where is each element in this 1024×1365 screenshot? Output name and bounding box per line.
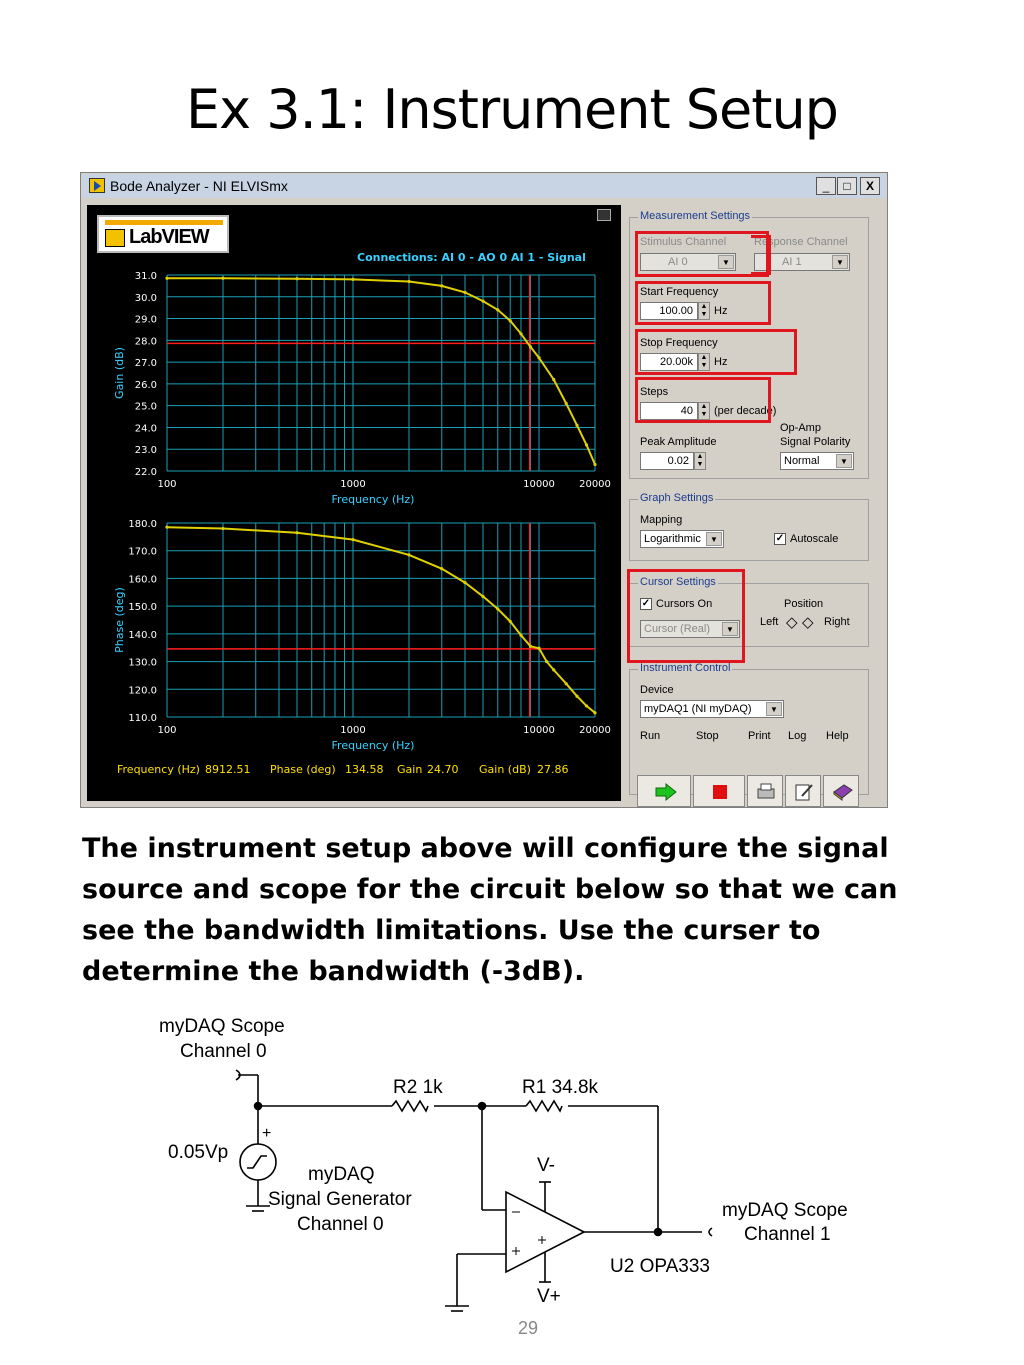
data-point [529, 645, 532, 648]
phase-plot[interactable] [87, 513, 621, 753]
graph-settings-group [629, 492, 869, 561]
data-point [509, 319, 512, 322]
data-point [565, 402, 568, 405]
readout-frequency-label: Frequency (Hz) [117, 763, 200, 776]
response-channel-label: Response Channel [754, 236, 848, 248]
measurement-settings-title: Measurement Settings [640, 210, 751, 222]
highlight-stop-frequency [635, 329, 797, 375]
start-frequency-field[interactable]: 100.00 [640, 302, 698, 320]
chevron-down-icon: ▼ [766, 702, 782, 716]
y-tick-label: 170.0 [128, 546, 157, 558]
run-label: Run [640, 730, 661, 742]
chevron-down-icon: ▼ [722, 622, 738, 636]
y-axis-label: Phase (deg) [113, 587, 126, 653]
start-frequency-unit: Hz [714, 305, 728, 317]
mapping-label: Mapping [640, 514, 683, 526]
cursors-on-checkbox[interactable]: ✓ [641, 598, 651, 609]
steps-field[interactable]: 40 [640, 402, 698, 420]
x-axis-label: Frequency (Hz) [331, 739, 415, 752]
body-paragraph: The instrument setup above will configure the signal source and scope for the circuit below so that we can see the bandwidth limitations. Use the curser to determine the bandwidth (-3dB). [82, 833, 898, 987]
stop-frequency-spinner[interactable]: ▲ ▼ [698, 353, 710, 371]
data-point [593, 463, 596, 466]
slide-title: Ex 3.1: Instrument Setup [186, 78, 838, 141]
generator-label-line1: myDAQ [308, 1164, 375, 1185]
autoscale-label: Autoscale [790, 533, 839, 545]
window-title: Bode Analyzer - NI ELVISmx [110, 178, 288, 194]
printer-icon [748, 776, 784, 808]
peak-amplitude-spinner[interactable]: ▲ ▼ [694, 452, 706, 470]
data-point [585, 443, 588, 446]
print-button[interactable] [747, 775, 783, 807]
cursor-select[interactable]: Cursor (Real) ▼ [640, 620, 740, 638]
start-frequency-label: Start Frequency [640, 286, 719, 298]
highlight-response-edge [751, 235, 771, 275]
labview-logo: LabVIEW [97, 215, 229, 253]
data-point [165, 277, 168, 280]
signal-polarity-label: Signal Polarity [780, 436, 851, 448]
readout-gain-value: 24.70 [427, 763, 459, 776]
data-point [221, 527, 224, 530]
y-tick-label: 22.0 [134, 467, 157, 478]
window-titlebar[interactable] [82, 174, 886, 198]
y-tick-label: 28.0 [134, 336, 157, 348]
minimize-button[interactable]: _ [816, 177, 836, 195]
bode-analyzer-window [80, 172, 888, 808]
instrument-control-title: Instrument Control [640, 662, 731, 674]
opamp-label: Op-Amp [780, 422, 821, 434]
stop-frequency-unit: Hz [714, 356, 728, 368]
y-tick-label: 140.0 [128, 629, 157, 641]
y-tick-label: 160.0 [128, 574, 157, 586]
readout-gaindb-label: Gain (dB) [479, 763, 531, 776]
signal-polarity-select[interactable]: Normal ▼ [780, 452, 854, 470]
stimulus-channel-select[interactable]: AI 0 ▼ [640, 253, 736, 271]
vplus-label: V+ [537, 1286, 561, 1307]
x-tick-label: 1000 [340, 725, 366, 736]
x-tick-label: 10000 [523, 479, 555, 490]
labview-app-icon [89, 178, 105, 193]
readout-frequency-value: 8912.51 [205, 763, 251, 776]
labview-logo-icon [105, 229, 125, 247]
data-point [529, 345, 532, 348]
y-tick-label: 25.0 [134, 401, 157, 413]
data-point [537, 356, 540, 359]
generator-label-line2: Signal Generator [268, 1189, 412, 1210]
data-point [585, 704, 588, 707]
data-point [481, 300, 484, 303]
data-point [165, 526, 168, 529]
data-point [351, 278, 354, 281]
data-point [463, 581, 466, 584]
y-tick-label: 30.0 [134, 292, 157, 304]
device-select[interactable]: myDAQ1 (NI myDAQ) ▼ [640, 700, 784, 718]
y-tick-label: 130.0 [128, 657, 157, 669]
data-point [295, 277, 298, 280]
y-tick-label: 31.0 [134, 271, 157, 282]
stimulus-channel-label: Stimulus Channel [640, 236, 727, 248]
data-point [593, 711, 596, 714]
data-point [519, 332, 522, 335]
x-axis-label: Frequency (Hz) [331, 493, 415, 506]
source-plus-label: + [262, 1125, 272, 1142]
autoscale-checkbox[interactable]: ✓ [775, 533, 785, 544]
data-point [407, 280, 410, 283]
graph-panel [87, 205, 621, 801]
stop-label: Stop [696, 730, 719, 742]
chevron-down-icon: ▼ [832, 255, 848, 269]
print-label: Print [748, 730, 771, 742]
log-button[interactable] [785, 775, 821, 807]
data-point [575, 424, 578, 427]
data-point [545, 660, 548, 663]
highlight-stimulus [635, 231, 769, 277]
palette-icon[interactable] [597, 209, 611, 221]
data-point [463, 291, 466, 294]
x-tick-label: 100 [157, 725, 177, 736]
scope0-label-line1: myDAQ Scope [159, 1016, 285, 1037]
y-tick-label: 27.0 [134, 358, 157, 370]
data-point [565, 682, 568, 685]
help-book-icon [824, 776, 860, 808]
data-point [351, 538, 354, 541]
data-point [575, 695, 578, 698]
r2-label: R2 1k [393, 1077, 443, 1098]
help-label: Help [826, 730, 849, 742]
maximize-button[interactable]: □ [837, 177, 857, 195]
run-button[interactable] [637, 775, 691, 807]
circuit-diagram [0, 1000, 1024, 1330]
stop-frequency-field[interactable]: 20.00k [640, 353, 698, 371]
help-button[interactable] [823, 775, 859, 807]
r1-label: R1 34.8k [522, 1077, 599, 1098]
source-amplitude-label: 0.05Vp [168, 1142, 229, 1163]
stop-frequency-label: Stop Frequency [640, 337, 718, 349]
readout-gaindb-value: 27.86 [537, 763, 569, 776]
highlight-start-frequency [635, 281, 771, 325]
device-label: Device [640, 684, 674, 696]
peak-amplitude-label: Peak Amplitude [640, 436, 717, 448]
data-point [407, 553, 410, 556]
data-point [509, 620, 512, 623]
connections-label: Connections: AI 0 - AO 0 AI 1 - Signal [357, 251, 586, 264]
x-tick-label: 20000 [579, 479, 611, 490]
y-tick-label: 110.0 [128, 713, 157, 724]
response-channel-select[interactable]: AI 1 ▼ [754, 253, 850, 271]
data-point [537, 647, 540, 650]
vminus-label: V- [537, 1155, 555, 1176]
gain-plot[interactable] [87, 259, 621, 509]
scope1-label-line1: myDAQ Scope [722, 1200, 848, 1221]
stop-button[interactable] [693, 775, 745, 807]
steps-label: Steps [640, 386, 669, 398]
readout-phase-value: 134.58 [345, 763, 384, 776]
cursor-right-diamond-icon[interactable]: ◇ [802, 614, 814, 631]
data-point [496, 607, 499, 610]
page-number: 29 [517, 1318, 539, 1338]
position-right-label: Right [824, 616, 850, 628]
highlight-cursor-settings [627, 569, 745, 663]
scope1-label-line2: Channel 1 [744, 1224, 831, 1245]
readout-phase-label: Phase (deg) [270, 763, 336, 776]
steps-unit: (per decade) [714, 405, 777, 417]
y-tick-label: 24.0 [134, 423, 157, 435]
y-tick-label: 26.0 [134, 379, 157, 391]
log-pencil-icon [786, 776, 822, 808]
close-button[interactable]: X [860, 177, 880, 195]
start-frequency-spinner[interactable]: ▲ ▼ [698, 302, 710, 320]
x-tick-label: 20000 [579, 725, 611, 736]
data-point [552, 668, 555, 671]
generator-label-line3: Channel 0 [297, 1214, 384, 1235]
y-tick-label: 150.0 [128, 602, 157, 614]
y-tick-label: 23.0 [134, 445, 157, 457]
x-tick-label: 10000 [523, 725, 555, 736]
scope0-label-line2: Channel 0 [180, 1041, 267, 1062]
graph-settings-title: Graph Settings [640, 492, 714, 504]
data-point [552, 378, 555, 381]
log-label: Log [788, 730, 807, 742]
x-tick-label: 1000 [340, 479, 366, 490]
data-point [295, 531, 298, 534]
opamp-label: U2 OPA333 [610, 1256, 710, 1277]
y-tick-label: 120.0 [128, 685, 157, 697]
data-point [221, 277, 224, 280]
chevron-down-icon: ▼ [718, 255, 734, 269]
cursor-settings-title: Cursor Settings [640, 576, 716, 588]
cursor-left-diamond-icon[interactable]: ◇ [786, 614, 798, 631]
steps-spinner[interactable]: ▲ ▼ [698, 402, 710, 420]
data-point [440, 567, 443, 570]
data-point [481, 595, 484, 598]
cursors-on-label: Cursors On [656, 598, 713, 610]
data-point [440, 284, 443, 287]
position-left-label: Left [760, 616, 779, 628]
readout-gain-label: Gain [397, 763, 423, 776]
run-arrow-icon [638, 776, 692, 808]
data-point [519, 634, 522, 637]
y-tick-label: 180.0 [128, 519, 157, 530]
peak-amplitude-field[interactable]: 0.02 [640, 452, 694, 470]
x-tick-label: 100 [157, 479, 177, 490]
highlight-steps [635, 377, 771, 423]
y-axis-label: Gain (dB) [113, 347, 126, 399]
y-tick-label: 29.0 [134, 314, 157, 326]
data-point [496, 308, 499, 311]
mapping-select[interactable]: Logarithmic ▼ [640, 530, 724, 548]
chevron-down-icon: ▼ [706, 532, 722, 546]
position-label: Position [784, 598, 824, 610]
stop-square-icon [694, 776, 746, 808]
chevron-down-icon: ▼ [836, 454, 852, 468]
